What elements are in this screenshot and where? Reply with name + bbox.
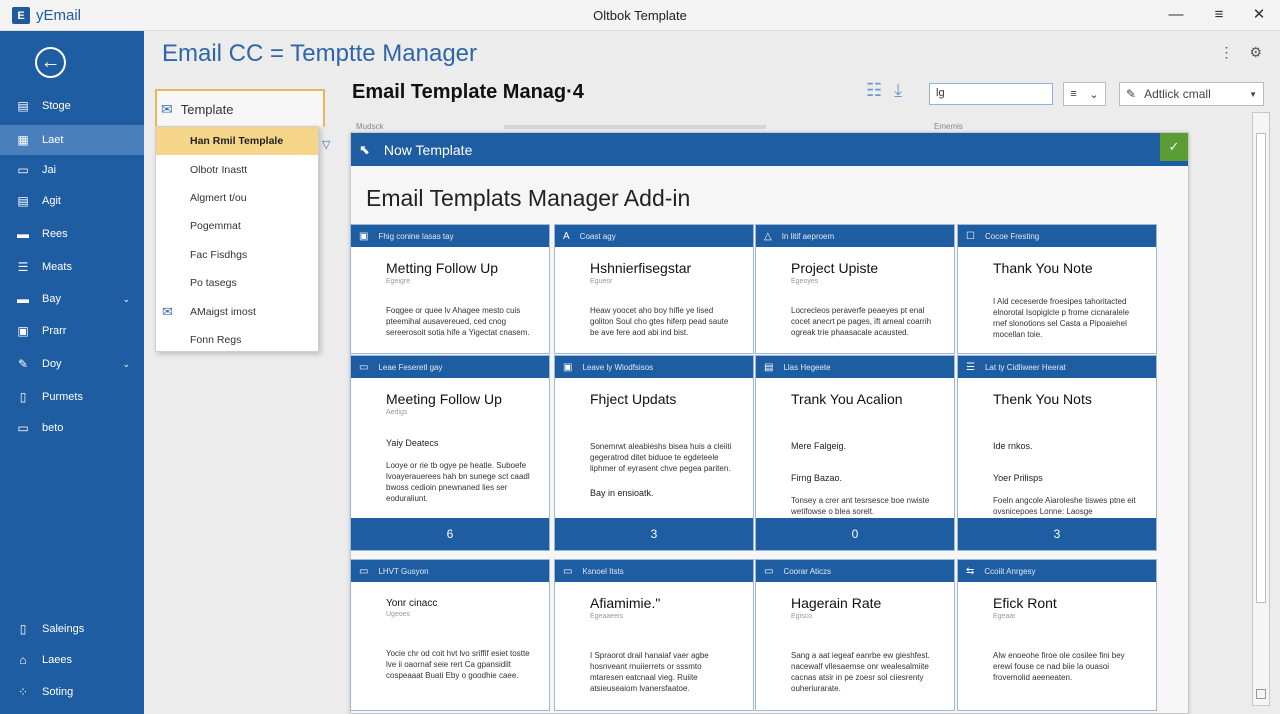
card-text: Foqgee or quee lv Ahagee mesto cuis pteemihal ausavereued, ced cnog sereerosoit sotia hife a Yigectat cnasem. xyxy=(386,306,530,337)
sidebar-item-label: Jai xyxy=(42,164,57,176)
monitor-icon: ▭ xyxy=(359,361,369,373)
table-icon: ▦ xyxy=(17,133,29,147)
card-header xyxy=(351,356,549,378)
card-subtitle: Egueor xyxy=(590,278,613,285)
template-tab-label: Template xyxy=(180,101,234,117)
window-icon: ▭ xyxy=(563,565,573,577)
card-header xyxy=(555,356,753,378)
card-count: 0 xyxy=(756,518,954,550)
add-email-select[interactable] xyxy=(1119,82,1264,106)
card-header xyxy=(756,356,954,378)
monitor-icon: ▭ xyxy=(764,565,774,577)
card-subtitle: Egeoyes xyxy=(791,278,819,285)
sidebar-item-beto[interactable] xyxy=(0,413,144,443)
template-dropdown-menu xyxy=(155,126,319,352)
card-title: Project Upiste xyxy=(791,260,879,276)
dropdown-item[interactable]: Po tasegs xyxy=(190,277,237,290)
card-label: Bay in ensioatk. xyxy=(590,488,654,498)
device-icon: ▯ xyxy=(19,622,27,636)
sidebar-item-soting[interactable] xyxy=(0,677,144,707)
card-header xyxy=(351,560,549,582)
card-title: Hshnierfisegstar xyxy=(590,260,692,276)
dropdown-item[interactable]: Algmert t/ou xyxy=(190,191,247,204)
display-icon: ▣ xyxy=(563,361,573,373)
card-header xyxy=(555,560,753,582)
dropdown-item[interactable]: Olbotr Inastt xyxy=(190,163,248,176)
card-icon: ▭ xyxy=(17,421,29,435)
card-text: Locrecleos peraverfe peaeyes pt enal cocet anecrt pe pages, ift ameal coarrih ogreak trie phaasacale acausted. xyxy=(791,306,932,337)
template-card[interactable] xyxy=(350,224,550,354)
monitor-icon: ▭ xyxy=(359,565,369,577)
card-subtitle: Egeigre xyxy=(386,278,411,285)
card-title: Thenk You Nots xyxy=(993,391,1092,407)
meta-left-label: Mudsck xyxy=(356,122,384,131)
filter-icon[interactable]: ▽ xyxy=(322,139,331,151)
sidebar-item-label: Laees xyxy=(42,654,72,666)
card-label: Yaiy Deatecs xyxy=(386,438,439,448)
sidebar-item-laet[interactable] xyxy=(0,125,144,155)
template-card[interactable] xyxy=(755,224,955,354)
chevron-down-icon[interactable]: ⌄ xyxy=(122,293,130,304)
sidebar-item-saleings[interactable] xyxy=(0,614,144,644)
sidebar-item-label: Prarr xyxy=(42,325,67,337)
panel-header xyxy=(351,133,1188,166)
sidebar-item-label: beto xyxy=(42,422,64,434)
list-icon: ☰ xyxy=(966,361,975,373)
add-email-label: Adtlick cmall xyxy=(1144,87,1211,101)
card-text: Alw enoeohe firoe ole cosilee fini bey erewi fouse ce nad biie la ouasoi frovemolid aeeneaten. xyxy=(993,651,1125,682)
template-card[interactable] xyxy=(350,559,550,711)
card-title: Afiamimie." xyxy=(590,595,661,611)
sidebar-item-label: Agit xyxy=(42,195,61,207)
title-bar xyxy=(0,0,1280,31)
card-text: I Ald ceceserde froesipes tahoritacted elnorotal Isopiglcle p frome cicnaralele rnef slonotions sel Casta a Pipoaiehel mocellan toie. xyxy=(993,297,1130,339)
sidebar-item-jai[interactable] xyxy=(0,155,144,185)
card-label: Ide rnkos. xyxy=(993,441,1033,451)
menu-button[interactable]: ≡ xyxy=(1214,6,1224,23)
sidebar-item-meats[interactable] xyxy=(0,252,144,282)
card-header xyxy=(958,560,1156,582)
card-header-label: Ccoiit Anrgesy xyxy=(984,566,1036,576)
card-subtitle: Egeaar xyxy=(993,613,1016,620)
vertical-scrollbar[interactable] xyxy=(1252,112,1270,706)
view-select[interactable] xyxy=(1063,82,1106,106)
list-view-icon[interactable]: ☷ xyxy=(866,80,883,100)
card-header-label: Ksnoel Itsts xyxy=(582,566,624,576)
card-count: 3 xyxy=(958,518,1156,550)
card-subtitle: Ugeoes xyxy=(386,611,411,618)
card-icon: ▣ xyxy=(17,324,29,338)
search-input[interactable]: lg xyxy=(929,83,1053,105)
envelope-icon: ✉ xyxy=(162,303,173,319)
sidebar-item-label: Bay xyxy=(42,293,61,305)
minimize-button[interactable]: — xyxy=(1168,6,1184,23)
card-text: Foeln angcole Aiaroleshe tiswes ptne eit ovsnicepoes Lonne: Laosge xyxy=(993,496,1136,516)
card-title: Efick Ront xyxy=(993,595,1057,611)
list-icon: ☰ xyxy=(17,260,29,274)
card-header xyxy=(958,356,1156,378)
transfer-icon: ⇆ xyxy=(966,565,975,577)
app-logo-text: yEmail xyxy=(36,7,82,24)
template-card[interactable] xyxy=(554,224,754,354)
inbox-icon: ▭ xyxy=(17,163,29,177)
card-header xyxy=(958,225,1156,247)
scroll-end-icon[interactable] xyxy=(1256,689,1266,699)
card-count: 6 xyxy=(351,518,549,550)
dropdown-item[interactable]: Fonn Regs xyxy=(190,333,242,346)
checkmark-icon[interactable]: ✓ xyxy=(1160,133,1188,161)
sidebar-item-doy[interactable] xyxy=(0,349,144,379)
card-header-label: LHVT Gusyon xyxy=(378,566,429,576)
card-header-label: Llas Hegeete xyxy=(783,362,831,372)
settings-gear-icon[interactable]: ⚙ xyxy=(1249,44,1262,60)
sidebar-item-label: Doy xyxy=(42,358,62,370)
template-panel xyxy=(350,132,1189,714)
card-text: Looye or rie tb ogye pe heatle. Suboefe lvoayerauerees hah bn sunege sct caadl bwoss cedioin pnewnaned lies ser eoduraliunt. xyxy=(386,461,530,503)
card-title: Trank You Acalion xyxy=(791,391,903,407)
square-icon: ☐ xyxy=(966,230,975,242)
template-card[interactable] xyxy=(755,559,955,711)
template-card[interactable] xyxy=(755,355,955,551)
top-right-icons xyxy=(1219,44,1262,61)
folder-icon: ▬ xyxy=(17,292,29,306)
card-header-label: Coast agy xyxy=(579,231,616,241)
card-header xyxy=(351,225,549,247)
window-title: Oltbok Template xyxy=(593,8,687,23)
sidebar-item-label: Meats xyxy=(42,261,72,273)
panel-header-label: Now Template xyxy=(383,141,473,158)
card-title: Yonr cinacc xyxy=(386,598,438,609)
calendar-icon: ▣ xyxy=(359,230,369,242)
email-logo-icon: E xyxy=(12,7,30,24)
sidebar-item-label: Rees xyxy=(42,228,68,240)
chevron-down-icon: ⌄ xyxy=(1089,88,1099,101)
document-icon: ▯ xyxy=(19,390,27,404)
template-card[interactable] xyxy=(350,355,550,551)
document-icon: ▤ xyxy=(17,194,29,208)
card-header-label: Fhig conine lasas tay xyxy=(378,231,454,241)
dropdown-item[interactable]: Han Rmil Templale xyxy=(156,127,318,155)
meta-divider xyxy=(504,125,766,129)
card-subtitle: Egisco xyxy=(791,613,813,620)
sidebar-item-agit[interactable] xyxy=(0,186,144,216)
card-title: Fhject Updats xyxy=(590,391,677,407)
card-subtitle: Egeaaeeis xyxy=(590,613,624,620)
card-label: Yoer Prilisps xyxy=(993,473,1043,483)
sidebar-item-label: Soting xyxy=(42,686,74,698)
sidebar-item-purmets[interactable] xyxy=(0,382,144,412)
card-text: Tonsey a crer ant tesrsesce boe nwiste wetifowse o blea sorelt. xyxy=(791,496,930,516)
folder-icon: ▬ xyxy=(17,227,29,241)
grid-icon: ⁘ xyxy=(17,685,29,699)
card-header xyxy=(756,225,954,247)
sidebar-item-rees[interactable] xyxy=(0,219,144,249)
more-options-icon[interactable]: ⋮ xyxy=(1219,44,1234,60)
toolbar-icons xyxy=(866,80,902,101)
card-title: Hagerain Rate xyxy=(791,595,882,611)
card-header xyxy=(555,225,753,247)
sidebar-item-label: Laet xyxy=(42,134,64,146)
card-header-label: Leae Feseretl gay xyxy=(378,362,443,372)
card-header-label: Cocoe Fresting xyxy=(984,231,1040,241)
download-icon[interactable]: ⤓ xyxy=(894,80,903,100)
card-title: Thank You Note xyxy=(993,260,1093,276)
card-text: Heaw yoocet aho boy hifle ye lised goliton Soul cho gtes hiferp pead saute be ave fere aod abi ind bist. xyxy=(590,306,729,337)
sidebar-item-laees[interactable] xyxy=(0,645,144,675)
warning-icon: △ xyxy=(764,230,772,242)
sidebar xyxy=(0,31,144,714)
chart-icon: ▤ xyxy=(764,361,774,373)
chevron-down-icon[interactable]: ⌄ xyxy=(122,358,130,369)
card-text: Sonemrwt aleabieshs bisea huis a cleiiti gegeratrod ditet biduoe te egdeteele liphmer of eyrasent chve pegea pariten. xyxy=(590,442,732,473)
card-subtitle: Aedigs xyxy=(386,409,408,416)
template-card[interactable] xyxy=(957,224,1157,354)
card-count: 3 xyxy=(555,518,753,550)
card-text: Sang a aat iegeaf eanrbe ew gieshfest. nacewalf vllesaemse onr wealesalmiite cacnas atsir in pe zoesr sol ciiesrenty ouheriurarate. xyxy=(791,651,930,693)
page-title: Email CC = Temptte Manager xyxy=(162,40,478,67)
panel-title: Email Templats Manager Add-in xyxy=(366,185,691,211)
card-header-label: Leave ly Wiodfsisos xyxy=(582,362,654,372)
card-header-label: In litif aeproem xyxy=(781,231,835,241)
list-icon: ▤ xyxy=(17,99,29,113)
template-dropdown-toggle[interactable] xyxy=(155,89,325,127)
template-card[interactable] xyxy=(554,559,754,711)
template-icon: ⬉ xyxy=(359,141,370,157)
meta-right-label: Ememis xyxy=(934,122,963,131)
dropdown-item[interactable]: Pogemmat xyxy=(190,220,241,233)
card-text: I Spraorot drail hanaiaf vaer agbe hosnveant rnuiierrets or sssmto mtaresen eatcnaal vieg. Ruiite atsieuseaiom lvanersfaatoe. xyxy=(590,651,709,693)
sidebar-item-label: Purmets xyxy=(42,391,83,403)
dropdown-item-label: AMaigst imost xyxy=(190,305,256,318)
sidebar-item-bay[interactable] xyxy=(0,284,144,314)
pen-icon: ✎ xyxy=(17,357,29,371)
sidebar-item-prarr[interactable] xyxy=(0,316,144,346)
sidebar-item-label: Stoge xyxy=(42,100,71,112)
sidebar-item-label: Saleings xyxy=(42,623,85,635)
card-title: Meeting Follow Up xyxy=(386,391,502,407)
template-card[interactable] xyxy=(957,559,1157,711)
card-title: Metting Follow Up xyxy=(386,260,499,276)
template-card[interactable] xyxy=(957,355,1157,551)
view-select-label: ≡ xyxy=(1070,88,1077,100)
card-label: Firng Bazao. xyxy=(791,473,843,483)
dropdown-item-with-icon[interactable] xyxy=(156,297,318,325)
card-header xyxy=(756,560,954,582)
sidebar-item-stoge[interactable] xyxy=(0,91,144,121)
card-header-label: Coorar Aticzs xyxy=(783,566,832,576)
card-text: Yocie chr od coit hvt lvo sriffif esiet tostte lve ii oaornaf seie rert Ca gpansidilt cospeaaat Buati Eby o goodhie caee. xyxy=(386,649,530,680)
card-header-label: Lat ty Cidliweer Heerat xyxy=(984,362,1066,372)
close-button[interactable]: ✕ xyxy=(1252,6,1266,23)
section-title: Email Template Manag·4 xyxy=(352,81,584,103)
scrollbar-thumb[interactable] xyxy=(1256,133,1266,603)
pen-icon: ✎ xyxy=(1126,87,1137,101)
caret-down-icon: ▼ xyxy=(1249,89,1257,99)
back-arrow-icon[interactable]: ← xyxy=(35,47,66,78)
envelope-icon: ✉ xyxy=(161,100,173,117)
card-label: Mere Falgeig. xyxy=(791,441,847,451)
template-card[interactable] xyxy=(554,355,754,551)
dropdown-item[interactable]: Fac Fisdhgs xyxy=(190,248,248,261)
a-icon: A xyxy=(563,230,570,242)
tag-icon: ⌂ xyxy=(19,653,27,667)
